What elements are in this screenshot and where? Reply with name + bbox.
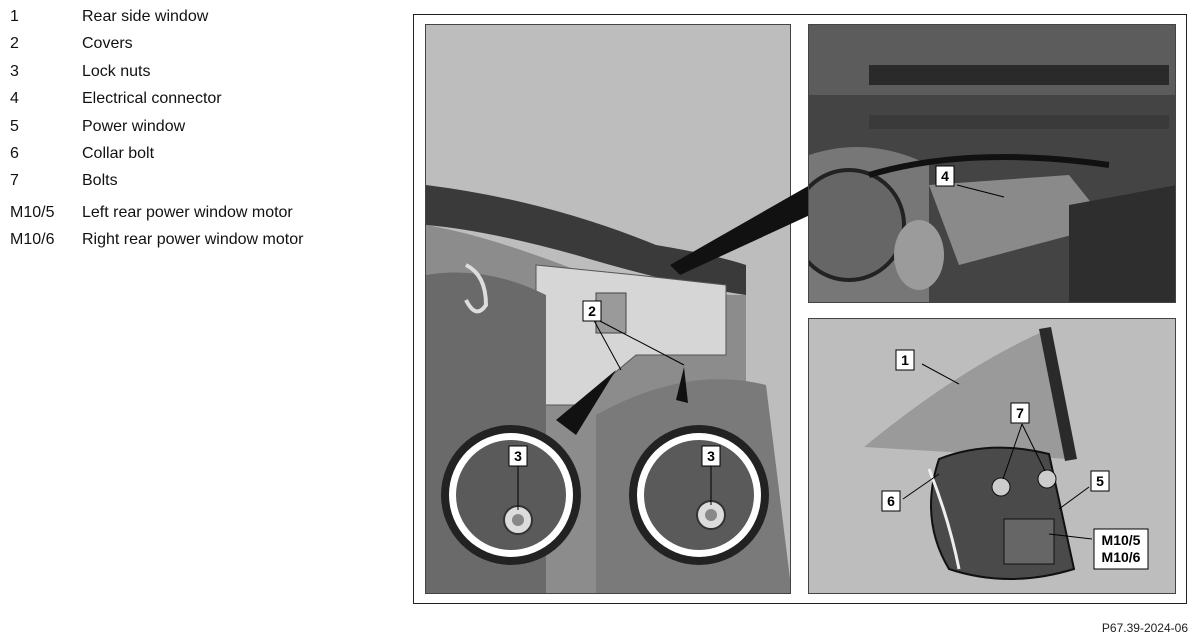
legend-code: 7 (10, 172, 19, 190)
connector-illustration (809, 25, 1176, 303)
legend-label: Right rear power window motor (82, 231, 304, 249)
callout-1: 1 (901, 352, 909, 368)
legend-label: Left rear power window motor (82, 203, 293, 221)
overview-photo (425, 24, 791, 594)
legend-item-1 (10, 6, 400, 33)
callout-6: 6 (887, 493, 895, 509)
legend-item-m10-6 (10, 229, 400, 256)
callout-5: 5 (1096, 473, 1104, 489)
callout-m10-6: M10/6 (1101, 549, 1141, 565)
callout-3a: 3 (514, 448, 522, 464)
connector-photo (808, 24, 1176, 303)
legend-item-5 (10, 116, 400, 143)
callout-7: 7 (1016, 405, 1024, 421)
legend-label: Lock nuts (82, 62, 151, 80)
figure-reference: P67.39-2024-06 (1101, 621, 1188, 635)
callout-2: 2 (588, 303, 596, 319)
overview-illustration (426, 25, 791, 594)
callout-3b: 3 (707, 448, 715, 464)
regulator-illustration (809, 319, 1176, 594)
legend-label: Electrical connector (82, 90, 222, 108)
legend-item-6 (10, 143, 400, 170)
legend-item-3 (10, 61, 400, 88)
legend-code: 5 (10, 117, 19, 135)
callout-4: 4 (941, 168, 949, 184)
legend-label: Covers (82, 35, 133, 53)
legend-code: 1 (10, 8, 19, 25)
legend-code: 4 (10, 90, 19, 108)
legend-item-2 (10, 33, 400, 60)
legend-item-7 (10, 170, 400, 197)
legend-item-4 (10, 88, 400, 115)
callout-m10-5: M10/5 (1101, 532, 1141, 548)
legend (10, 6, 400, 257)
legend-code: M10/5 (10, 203, 55, 221)
legend-label: Power window (82, 117, 186, 135)
legend-label: Collar bolt (82, 144, 155, 162)
regulator-diagram (808, 318, 1176, 594)
legend-label: Bolts (82, 172, 118, 190)
legend-item-m10-5 (10, 202, 400, 229)
legend-label: Rear side window (82, 8, 209, 25)
zoom-pointer (660, 180, 820, 280)
legend-code: M10/6 (10, 231, 55, 249)
legend-code: 2 (10, 35, 19, 53)
legend-code: 6 (10, 144, 19, 162)
legend-code: 3 (10, 62, 19, 80)
